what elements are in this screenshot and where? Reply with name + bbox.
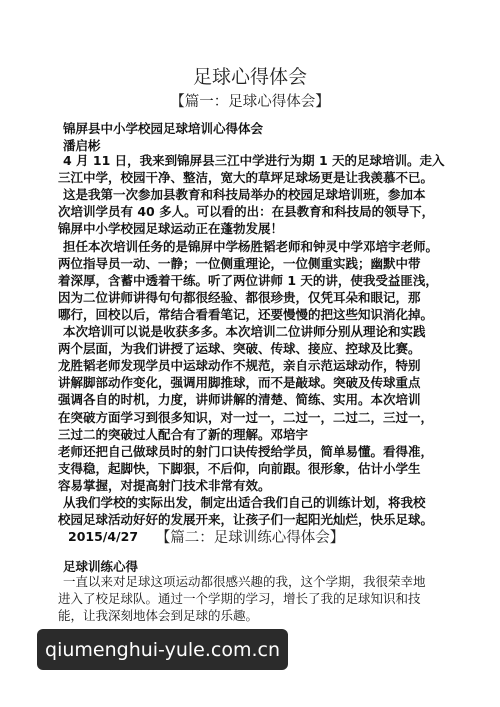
section-heading-2: 【篇二：足球训练心得体会】 xyxy=(155,530,345,546)
body-line: 强调各自的时机，力度，讲师讲解的清楚、简练、实用。本次培训 xyxy=(58,392,421,408)
body-line: 从我们学校的实际出发，制定出适合我们自己的训练计划，将我校 xyxy=(63,495,426,510)
body-line: 两位指导员一动、一静；一位侧重理论，一位侧重实践；幽默中带 xyxy=(58,255,421,271)
body-line: 哪行，回校以后，常结合看看笔记，还要慢慢的把这些知识消化掉。 xyxy=(58,306,434,322)
section-heading-1: 【篇一：足球心得体会】 xyxy=(170,94,330,110)
body-line: 进入了校足球队。通过一个学期的学习，增长了我的足球知识和技 xyxy=(58,591,421,606)
body-line: 锦屏中小学校园足球运动正在蓬勃发展！ xyxy=(58,221,284,237)
body-line: 老师还把自己做球员时的射门口诀传授给学员，简单易懂。看得准， xyxy=(58,443,434,459)
body-line: 在突破方面学习到很多知识，对一过一，二过一，二过二，三过一， xyxy=(58,409,434,425)
body-line: 能，让我深刻地体会到足球的乐趣。 xyxy=(58,608,259,623)
body-line: 容易掌握，对提高射门技术非常有效。 xyxy=(58,477,271,493)
body-line: 讲解脚部动作变化，强调用脚推球，而不是敲球。突破及传球重点 xyxy=(58,375,421,391)
body-line: 三过二的突破过人配合有了新的理解。邓培宇 xyxy=(58,426,309,442)
body-line: 2015/4/27 xyxy=(68,529,139,545)
body-line: 龙胜韬老师发现学员中运球动作不规范，亲自示范运球动作，特别 xyxy=(58,358,421,374)
body-line: 因为二位讲师讲得句句都很经验、都很珍贵，仅凭耳朵和眼记，那 xyxy=(58,289,421,305)
body-line: 两个层面，为我们讲授了运球、突破、传球、接应、控球及比赛。 xyxy=(58,341,421,357)
body-line: 支得稳，起脚快，下脚狠，不后仰，向前跟。很形象，估计小学生 xyxy=(58,460,421,476)
body-line: 三江中学，校园干净、整洁，宽大的草坪足球场更是让我羡慕不已。 xyxy=(58,170,434,186)
author: 潘启彬 xyxy=(63,138,101,153)
body-line: 本次培训可以说是收获多多。本次培训二位讲师分别从理论和实践 xyxy=(63,324,426,339)
subtitle-2: 足球训练心得 xyxy=(63,559,139,574)
body-line: 次培训学员有 40 多人。可以看的出：在县教育和科技局的领导下， xyxy=(58,204,435,220)
body-line: 担任本次培训任务的是锦屏中学杨胜韬老师和钟灵中学邓培宇老师。 xyxy=(63,238,439,254)
body-line: 校园足球活动好好的发展开来，让孩子们一起阳光灿烂，快乐足球。 xyxy=(58,512,434,528)
subtitle-1: 锦屏县中小学校园足球培训心得体会 xyxy=(63,121,264,136)
body-line: 这是我第一次参加县教育和科技局举办的校园足球培训班，参加本 xyxy=(63,187,426,203)
body-line: 一直以来对足球这项运动都很感兴趣的我，这个学期，我很荣幸地 xyxy=(63,574,426,589)
body-line: 4 月 11 日，我来到锦屏县三江中学进行为期 1 天的足球培训。走入 xyxy=(63,153,445,168)
document-title: 足球心得体会 xyxy=(192,66,307,88)
body-line: 着深厚，含蓄中透着干练。听了两位讲师 1 天的讲，使我受益匪浅， xyxy=(58,272,438,288)
site-watermark: qiumenghui-yule.com.cn xyxy=(37,629,288,670)
